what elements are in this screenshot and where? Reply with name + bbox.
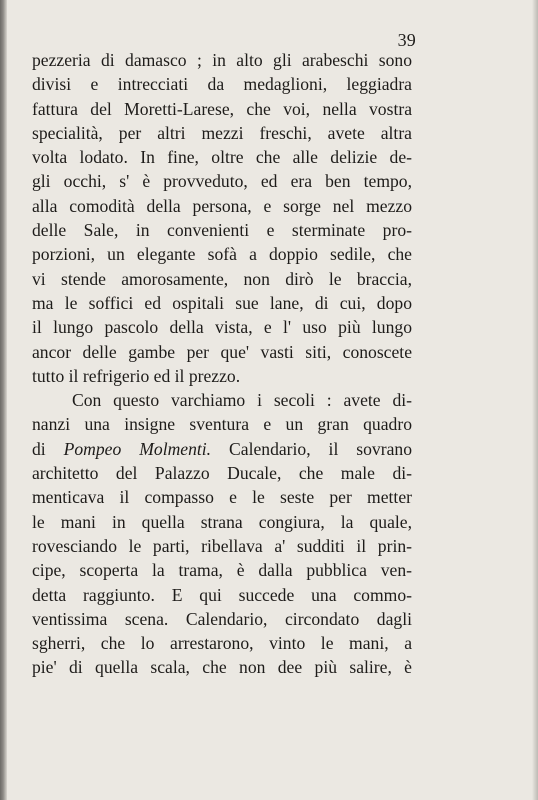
- text-line: ancor delle gambe per que' vasti siti, conoscete: [32, 341, 412, 362]
- text-line: ventissima scena. Calendario, circondato dagli: [32, 608, 412, 629]
- text-line: rovesciando le parti, ribellava a' sudditi il prin-: [32, 535, 412, 556]
- text-line: pezzeria di damasco ; in alto gli arabeschi sono: [32, 50, 412, 70]
- text-line: porzioni, un elegante sofà a doppio sedile, che: [32, 244, 412, 265]
- text-line: fattura del Moretti-Larese, che voi, nella vostra: [32, 98, 412, 119]
- text-fragment: di: [32, 438, 64, 459]
- text-line: gli occhi, s' è provveduto, ed era ben tempo,: [32, 171, 412, 192]
- text-line: ma le soffici ed ospitali sue lane, di cui, dopo: [32, 292, 412, 313]
- text-line: detta raggiunto. E qui succede una commo-: [32, 584, 412, 605]
- text-line: delle Sale, in convenienti e sterminate pro-: [32, 220, 412, 241]
- body-text: [32, 48, 412, 680]
- text-line: nanzi una insigne sventura e un gran quadro: [32, 414, 412, 435]
- text-fragment: Calendario, il sovrano: [211, 438, 412, 459]
- text-line: cipe, scoperta la trama, è dalla pubblica ven-: [32, 560, 412, 581]
- text-line: architetto del Palazzo Ducale, che male di-: [32, 463, 412, 484]
- text-line: pie' di quella scala, che non dee più salire, è: [32, 657, 412, 678]
- text-line: vi stende amorosamente, non dirò le braccia,: [32, 268, 412, 289]
- painter-name-italic: Pompeo Molmenti.: [63, 438, 212, 459]
- page-right-edge-shadow: [532, 0, 538, 800]
- paragraph-end-line: tutto il refrigerio ed il prezzo.: [32, 365, 241, 386]
- text-line: le mani in quella strana congiura, la quale,: [32, 511, 412, 532]
- text-line: specialità, per altri mezzi freschi, avete altra: [32, 122, 412, 143]
- text-line: menticava il compasso e le seste per metter: [32, 487, 412, 508]
- text-line-with-italic-name: [32, 437, 412, 461]
- paragraph-first-line: Con questo varchiamo i secoli : avete di-: [72, 390, 412, 411]
- text-line: volta lodato. In fine, oltre che alle delizie de-: [32, 147, 412, 168]
- page-number: 39: [397, 30, 416, 50]
- text-line: divisi e intrecciati da medaglioni, leggiadra: [32, 74, 412, 95]
- page-left-edge-shadow: [0, 0, 7, 800]
- text-line: alla comodità della persona, e sorge nel mezzo: [32, 195, 412, 216]
- text-line: sgherri, che lo arrestarono, vinto le mani, a: [32, 633, 412, 654]
- text-line: il lungo pascolo della vista, e l' uso più lungo: [32, 317, 412, 338]
